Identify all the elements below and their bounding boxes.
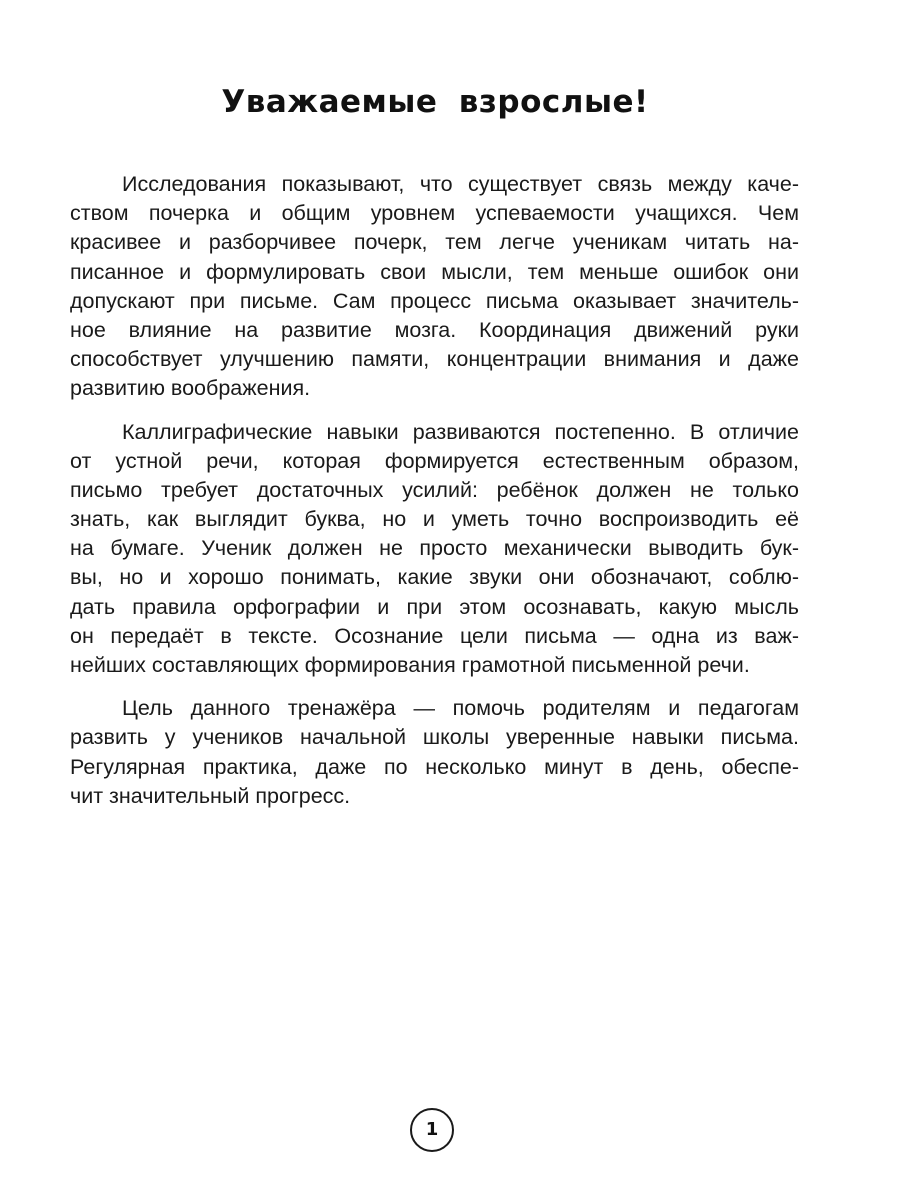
text-line: от устной речи, которая формируется естественным образом, <box>70 448 799 473</box>
text-line: чит значительный прогресс. <box>70 783 351 808</box>
text-line: Регулярная практика, даже по несколько минут в день, обеспе- <box>70 754 799 779</box>
text-line: письмо требует достаточных усилий: ребёнок должен не только <box>70 477 799 502</box>
text-line: ное влияние на развитие мозга. Координация движений руки <box>70 317 799 342</box>
text-line: Исследования показывают, что существует связь между каче- <box>122 172 799 196</box>
text-line: нейших составляющих формирования грамотной письменной речи. <box>70 653 750 677</box>
paragraph-2 <box>70 418 799 681</box>
text-line: Цель данного тренажёра — помочь родителям и педагогам <box>122 696 799 721</box>
text-line: он передаёт в тексте. Осознание цели письма — одна из важ- <box>70 623 799 648</box>
text-line: писанное и формулировать свои мысли, тем меньше ошибок они <box>70 259 799 284</box>
paragraph-1 <box>70 170 799 404</box>
text-line: дать правила орфографии и при этом осознавать, какую мысль <box>70 594 799 619</box>
body-text <box>70 170 799 811</box>
text-line: вы, но и хорошо понимать, какие звуки они обозначают, соблю- <box>70 565 799 590</box>
text-line: допускают при письме. Сам процесс письма оказывает значитель- <box>70 288 799 313</box>
text-line: ством почерка и общим уровнем успеваемости учащихся. Чем <box>70 201 799 226</box>
paragraph-spacer <box>70 680 799 694</box>
paragraph-3 <box>70 694 799 811</box>
text-line: способствует улучшению памяти, концентрации внимания и даже <box>70 347 799 372</box>
text-line: развитию воображения. <box>70 376 311 401</box>
text-line: Каллиграфические навыки развиваются постепенно. В отличие <box>122 419 799 444</box>
text-line: красивее и разборчивее почерк, тем легче ученикам читать на- <box>70 230 799 255</box>
text-line: знать, как выглядит буква, но и уметь точно воспроизводить её <box>70 507 799 532</box>
page-number-badge: 1 <box>410 1108 454 1152</box>
paragraph-spacer <box>70 404 799 418</box>
text-line: на бумаге. Ученик должен не просто механически выводить бук- <box>70 536 799 561</box>
text-line: развить у учеников начальной школы уверенные навыки письма. <box>70 725 799 750</box>
page-title: Уважаемые взрослые! <box>221 84 649 120</box>
